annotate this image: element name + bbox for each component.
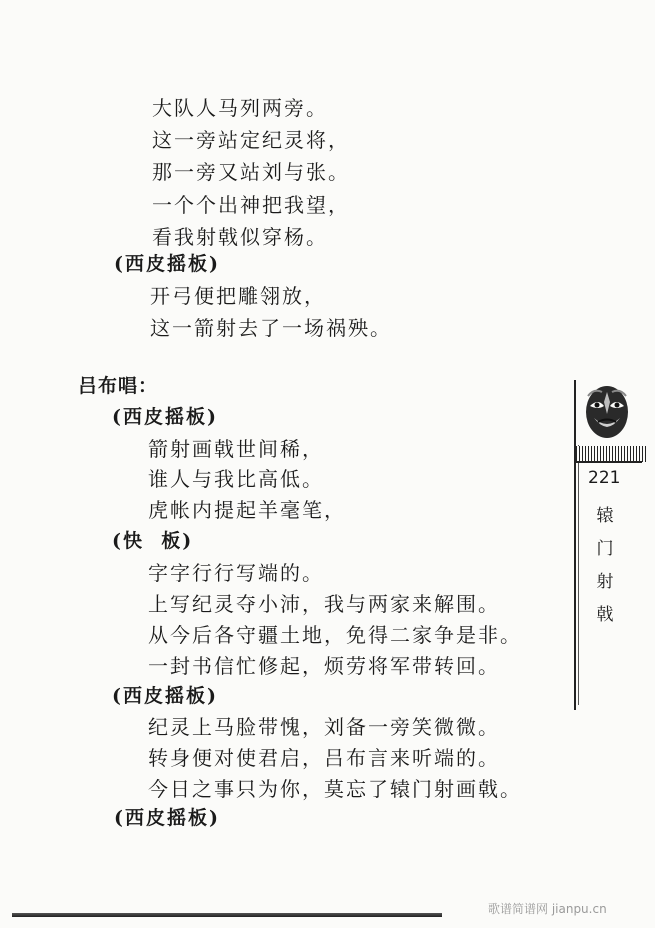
watermark: 歌谱简谱网 jianpu.cn (488, 902, 607, 916)
lyric-line: 大队人马列两旁。 (152, 96, 328, 120)
lyric-line: 今日之事只为你，莫忘了辕门射画戟。 (148, 777, 522, 801)
lyric-line: 谁人与我比高低。 (148, 467, 324, 491)
lyric-line: 一个个出神把我望， (152, 193, 350, 217)
lyric-line: 字字行行写端的。 (148, 561, 324, 585)
lyric-line: 这一箭射去了一场祸殃。 (150, 316, 392, 340)
margin-divider-thin (578, 445, 579, 705)
lyric-line: 一封书信忙修起，烦劳将军带转回。 (148, 654, 500, 678)
lyric-line: 看我射戟似穿杨。 (152, 225, 328, 249)
tune-marker: (西皮摇板) (114, 253, 220, 275)
tune-marker: (西皮摇板) (112, 406, 218, 428)
lyric-line: 纪灵上马脸带愧，刘备一旁笑微微。 (148, 715, 500, 739)
opera-mask-icon (584, 384, 630, 440)
lyric-line: 开弓便把雕翎放， (150, 284, 326, 308)
page-number: 221 (588, 468, 621, 488)
lyric-line: 从今后各守疆土地，免得二家争是非。 (148, 623, 522, 647)
lyric-line: 转身便对使君启，吕布言来听端的。 (148, 746, 500, 770)
tune-marker: (西皮摇板) (114, 807, 220, 829)
lyric-line: 箭射画戟世间稀， (148, 437, 324, 461)
lyric-line: 虎帐内提起羊毫笔， (148, 498, 346, 522)
lyric-line: 那一旁又站刘与张。 (152, 160, 350, 184)
bottom-rule (12, 913, 442, 917)
tune-marker: (西皮摇板) (112, 685, 218, 707)
chapter-title: 辕门射戟 (596, 506, 614, 625)
lyric-line: 这一旁站定纪灵将， (152, 128, 350, 152)
hatch-base-rule (576, 461, 642, 463)
tune-marker: (快 板) (112, 530, 194, 552)
margin-divider (574, 380, 576, 710)
lyric-line: 上写纪灵夺小沛，我与两家来解围。 (148, 592, 500, 616)
speaker-label: 吕布唱： (78, 375, 159, 397)
hatch-bar (576, 446, 648, 462)
